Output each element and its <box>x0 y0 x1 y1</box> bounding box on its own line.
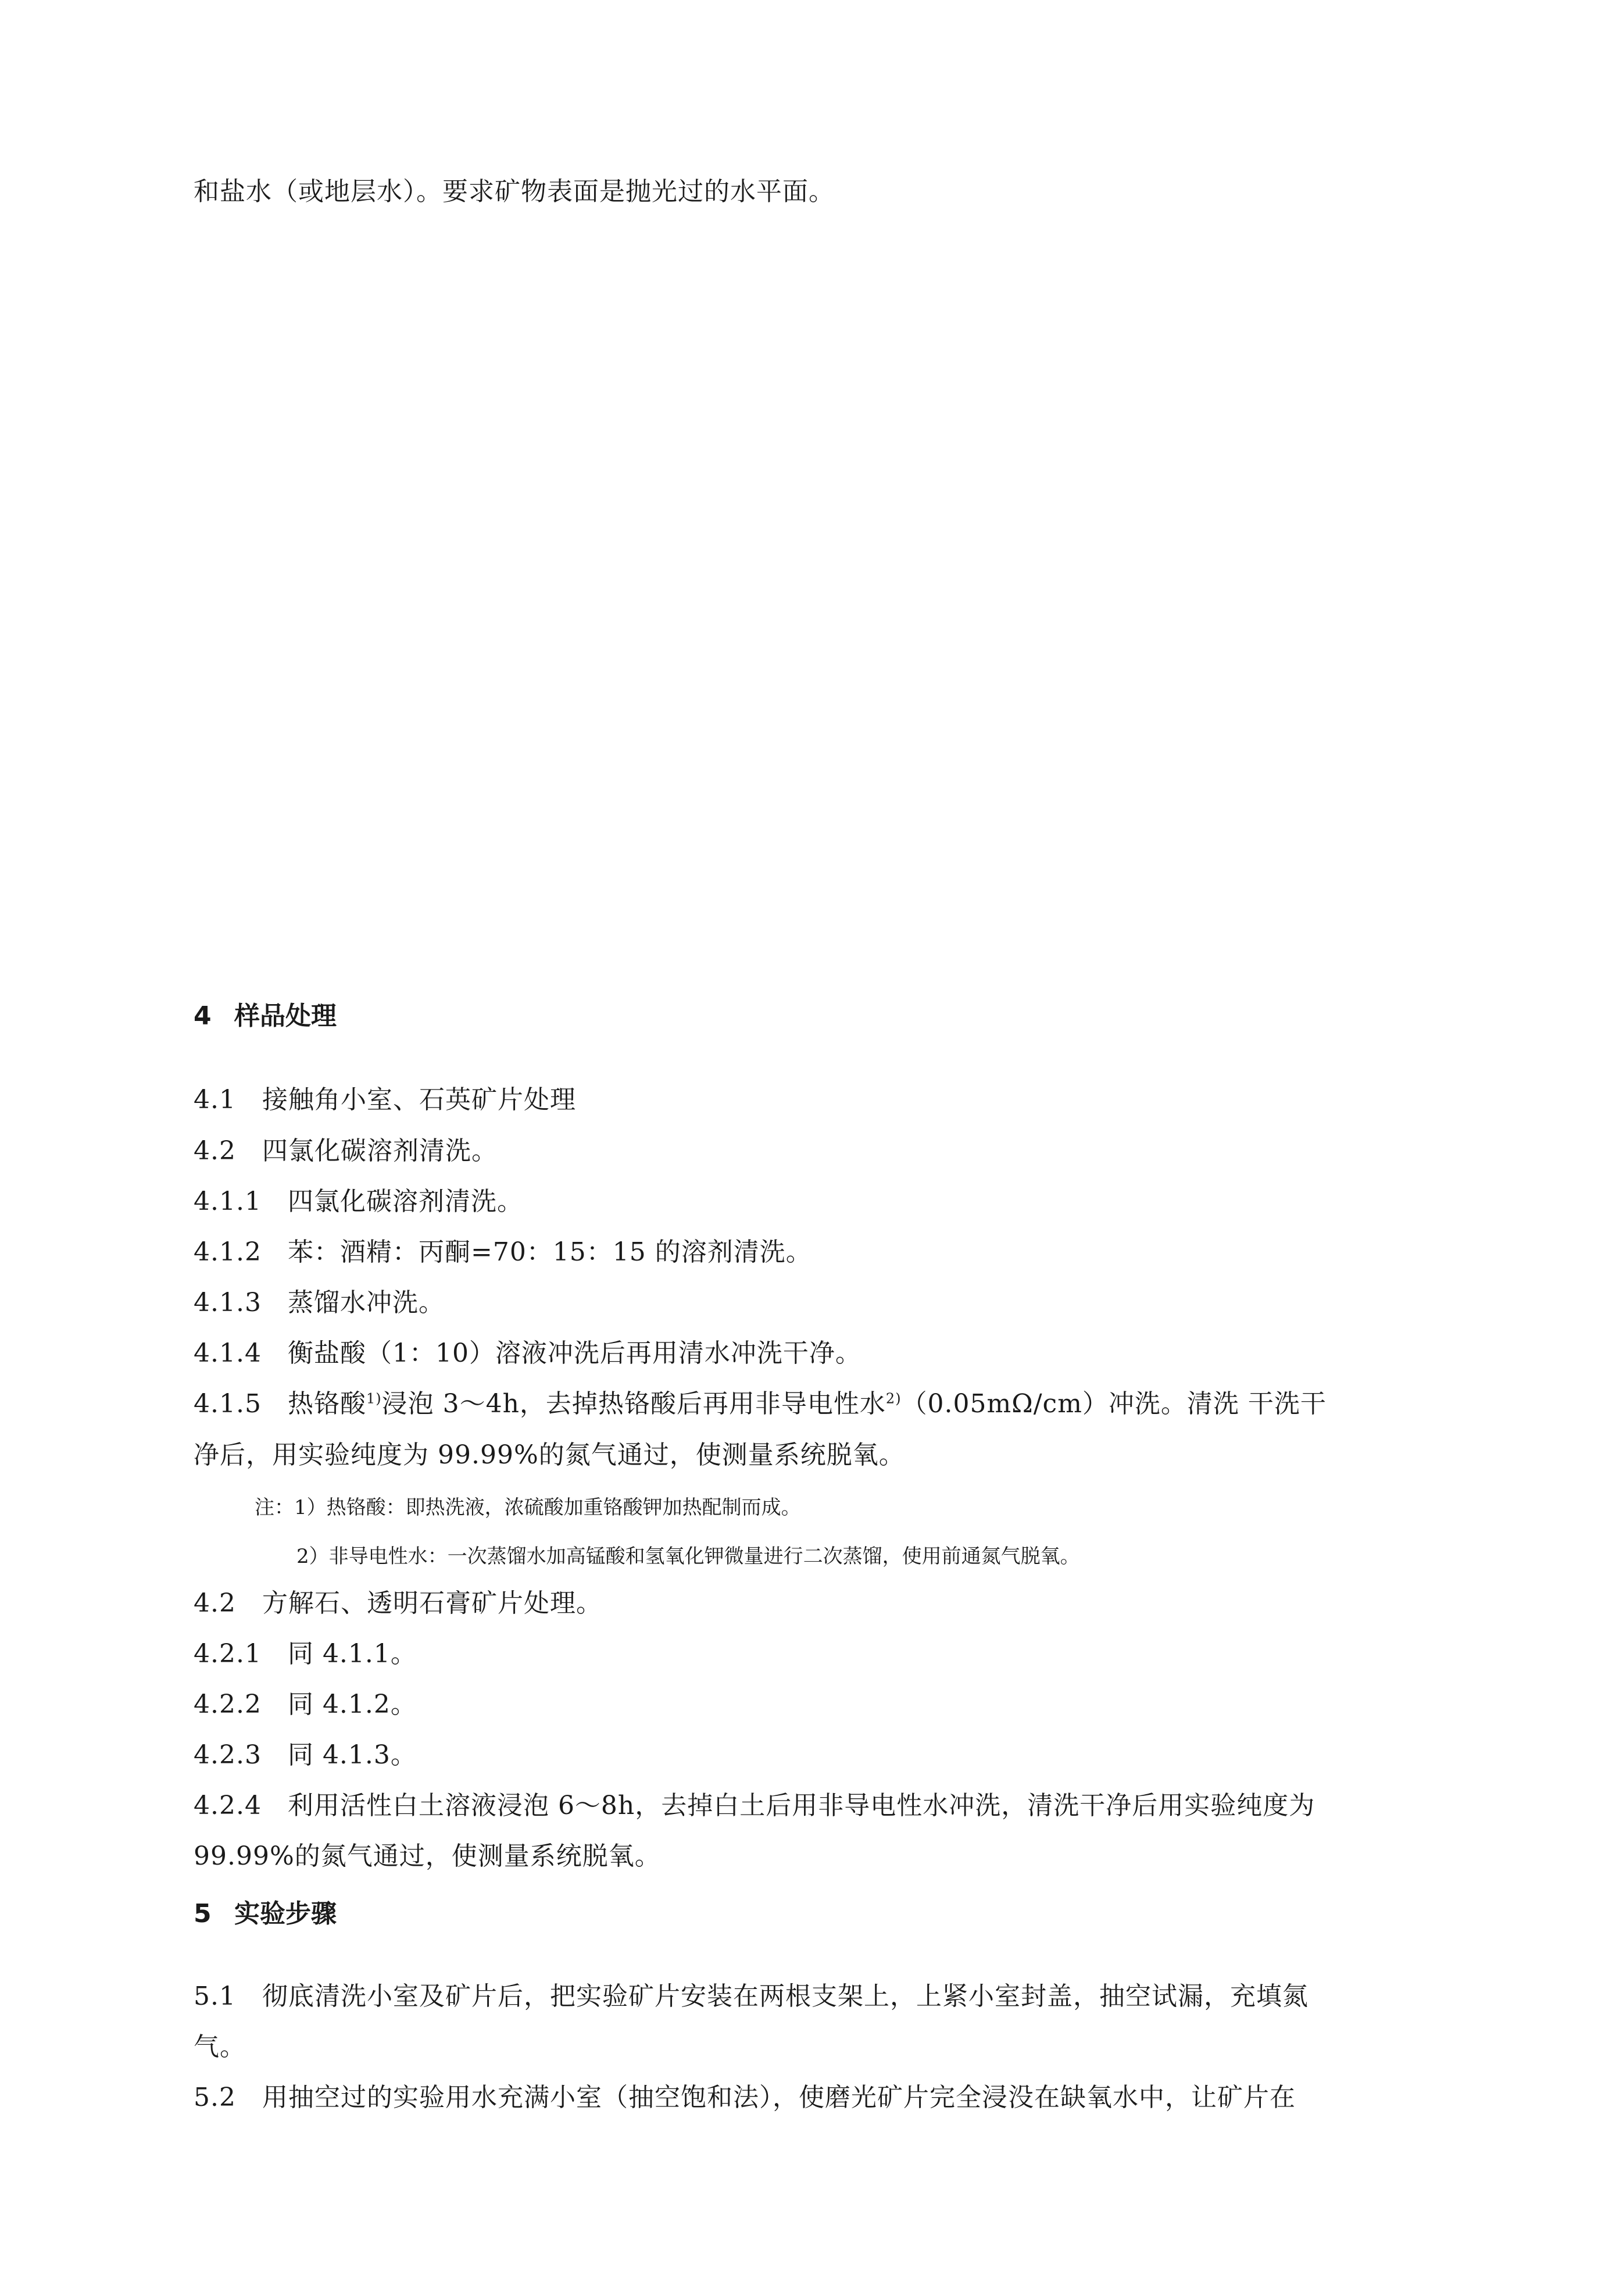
item-4-2-2: 4.2.2 同 4.1.2。 <box>194 1690 417 1719</box>
item-5-1-continuation: 气。 <box>194 2032 246 2062</box>
section-4-title: 样品处理 <box>234 1001 337 1031</box>
item-4-1-5-part-b: 浸泡 3～4h，去掉热铬酸后再用非导电性水 <box>381 1389 886 1419</box>
item-4-2-a: 4.2 四氯化碳溶剂清洗。 <box>194 1136 498 1166</box>
item-4-2-4-continuation: 99.99%的氮气通过，使测量系统脱氧。 <box>194 1841 661 1871</box>
item-4-2-b: 4.2 方解石、透明石膏矿片处理。 <box>194 1588 602 1618</box>
item-4-1-3: 4.1.3 蒸馏水冲洗。 <box>194 1288 445 1317</box>
footnote-1: 注：1）热铬酸：即热洗液，浓硫酸加重铬酸钾加热配制而成。 <box>255 1496 801 1519</box>
item-5-2: 5.2 用抽空过的实验用水充满小室（抽空饱和法），使磨光矿片完全浸没在缺氧水中，让矿片在 <box>194 2083 1296 2112</box>
item-4-1: 4.1 接触角小室、石英矿片处理 <box>194 1085 576 1115</box>
item-4-2-3: 4.2.3 同 4.1.3。 <box>194 1740 417 1770</box>
section-4-heading <box>194 999 337 1034</box>
intro-line: 和盐水（或地层水）。要求矿物表面是抛光过的水平面。 <box>194 177 835 206</box>
section-4-number: 4 <box>194 1001 212 1031</box>
item-5-1: 5.1 彻底清洗小室及矿片后，把实验矿片安装在两根支架上，上紧小室封盖，抽空试漏，充填氮 <box>194 1981 1309 2011</box>
footnote-2: 2）非导电性水：一次蒸馏水加高锰酸和氢氧化钾微量进行二次蒸馏，使用前通氮气脱氧。 <box>296 1545 1080 1568</box>
section-5-heading <box>194 1897 337 1931</box>
item-4-2-4: 4.2.4 利用活性白土溶液浸泡 6～8h，去掉白土后用非导电性水冲洗，清洗干净后用实验纯度为 <box>194 1791 1315 1820</box>
section-5-title: 实验步骤 <box>234 1899 337 1929</box>
item-4-1-5-part-c: （0.05mΩ/cm）冲洗。清洗 干洗干 <box>901 1389 1327 1419</box>
footnote-ref-2: 2) <box>885 1390 902 1407</box>
section-5-number: 5 <box>194 1899 212 1929</box>
footnote-ref-1: 1) <box>366 1390 382 1407</box>
item-4-1-4: 4.1.4 衡盐酸（1：10）溶液冲洗后再用清水冲洗干净。 <box>194 1338 861 1368</box>
item-4-1-5-part-a: 4.1.5 热铬酸 <box>194 1389 366 1419</box>
item-4-1-2: 4.1.2 苯：酒精：丙酮=70：15：15 的溶剂清洗。 <box>194 1237 812 1267</box>
item-4-2-1: 4.2.1 同 4.1.1。 <box>194 1639 417 1669</box>
item-4-1-5-continuation: 净后，用实验纯度为 99.99%的氮气通过，使测量系统脱氧。 <box>194 1440 905 1470</box>
item-4-1-1: 4.1.1 四氯化碳溶剂清洗。 <box>194 1187 523 1216</box>
item-4-1-5 <box>194 1387 1327 1422</box>
